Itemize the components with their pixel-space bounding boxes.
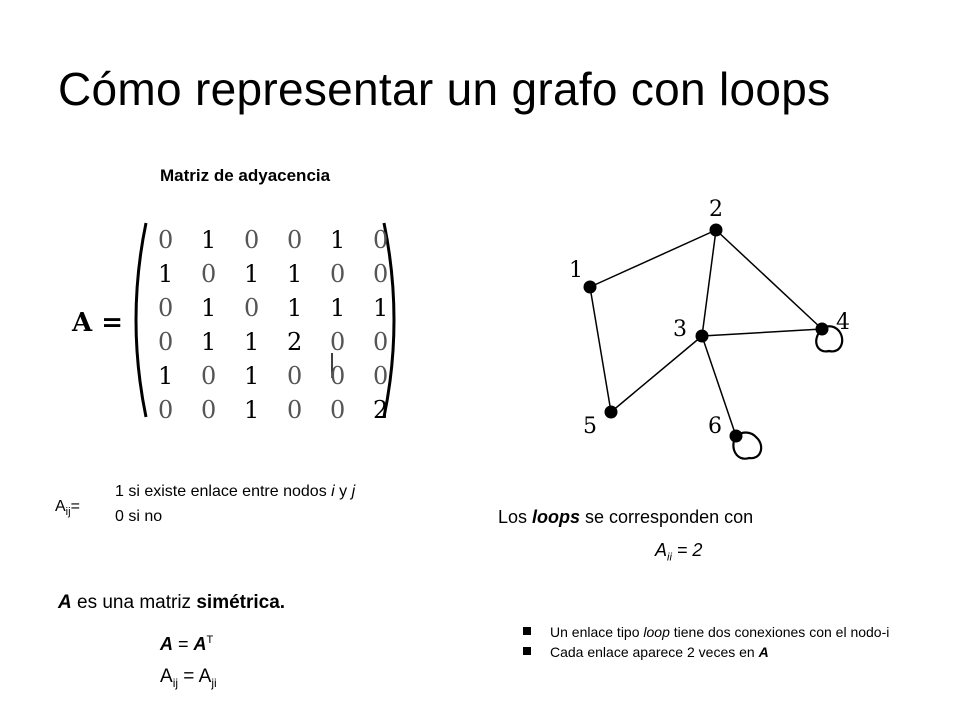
matrix-cell: 0 [287, 362, 303, 390]
matrix-cell: 0 [158, 294, 174, 322]
matrix-cell: 0 [287, 226, 303, 254]
graph-diagram [555, 190, 875, 470]
matrix-cell: 1 [158, 362, 174, 390]
loops-statement: Los loops se corresponden con [498, 507, 754, 527]
node-3 [696, 330, 709, 343]
matrix-cell: 0 [201, 362, 217, 390]
node-label-2: 2 [709, 197, 723, 222]
node-label-5: 5 [583, 414, 597, 439]
node-label-1: 1 [569, 258, 583, 283]
node-4 [816, 323, 829, 336]
matrix-cell: 0 [201, 260, 217, 288]
matrix-cell: 2 [373, 396, 389, 424]
node-5 [605, 406, 618, 419]
element-equation: $A_{ij} = A_{ji}$ [160, 666, 217, 690]
node-label-3: 3 [673, 317, 687, 342]
matrix-cell: 1 [287, 260, 303, 288]
node-1 [584, 281, 597, 294]
matrix-cell: 1 [201, 328, 217, 356]
matrix-cell: 0 [201, 396, 217, 424]
matrix-cell: 0 [158, 328, 174, 356]
matrix-cell: 0 [373, 362, 389, 390]
matrix-cell: 1 [201, 294, 217, 322]
matrix-cell: 1 [158, 260, 174, 288]
bullet-list [523, 622, 913, 662]
definition-line-1: 1 si existe enlace entre nodos i y j [115, 483, 356, 500]
matrix-cell: 2 [287, 328, 303, 356]
matrix-cell: 0 [330, 328, 346, 356]
matrix-cell: 1 [244, 362, 260, 390]
matrix-cell: 0 [330, 260, 346, 288]
matrix-cell: 0 [373, 226, 389, 254]
bullet-item: Un enlace tipo loop tiene dos conexiones con el nodo-i [523, 622, 913, 642]
matrix-cell: 0 [158, 396, 174, 424]
aii-equation: $A_{ii} = 2$ [655, 540, 703, 564]
matrix-lhs: A = [72, 308, 124, 338]
edge-2-4 [716, 230, 822, 329]
matrix-cell: 0 [244, 294, 260, 322]
bullet-item: Cada enlace aparece 2 veces en A [523, 642, 913, 662]
matrix-cell: 1 [373, 294, 389, 322]
adjacency-matrix [70, 215, 410, 425]
matrix-cell: 0 [287, 396, 303, 424]
edge-2-3 [702, 230, 716, 336]
matrix-cell: 1 [201, 226, 217, 254]
edge-3-5 [611, 336, 702, 412]
matrix-cell: 0 [244, 226, 260, 254]
matrix-cell: 0 [373, 328, 389, 356]
matrix-cell: 0 [330, 396, 346, 424]
slide-title: Cómo representar un grafo con loops [58, 63, 831, 115]
definition-line-2: 0 si no [115, 508, 163, 525]
node-2 [710, 224, 723, 237]
transpose-equation: $A = A^T$ [160, 634, 214, 654]
symmetry-statement: A es una matriz simétrica. [58, 592, 286, 613]
square-bullet-icon [523, 647, 531, 655]
left-paren [136, 223, 146, 417]
matrix-cell: 1 [287, 294, 303, 322]
matrix-cell: 1 [244, 396, 260, 424]
matrix-cell: 0 [373, 260, 389, 288]
matrix-cell: 1 [244, 328, 260, 356]
node-label-6: 6 [708, 414, 722, 439]
node-label-4: 4 [836, 310, 850, 335]
matrix-cell: 0 [158, 226, 174, 254]
edge-3-4 [702, 329, 822, 336]
matrix-label: Matriz de adyacencia [160, 166, 331, 185]
node-6 [730, 430, 743, 443]
edge-1-5 [590, 287, 611, 412]
matrix-cell: 1 [330, 294, 346, 322]
square-bullet-icon [523, 627, 531, 635]
matrix-cell: 0 [330, 362, 346, 390]
matrix-cell: 1 [330, 226, 346, 254]
edge-1-2 [590, 230, 716, 287]
aij-symbol: $A_{ij}=$ [55, 498, 80, 519]
matrix-cells [158, 226, 388, 424]
matrix-cell: 1 [244, 260, 260, 288]
